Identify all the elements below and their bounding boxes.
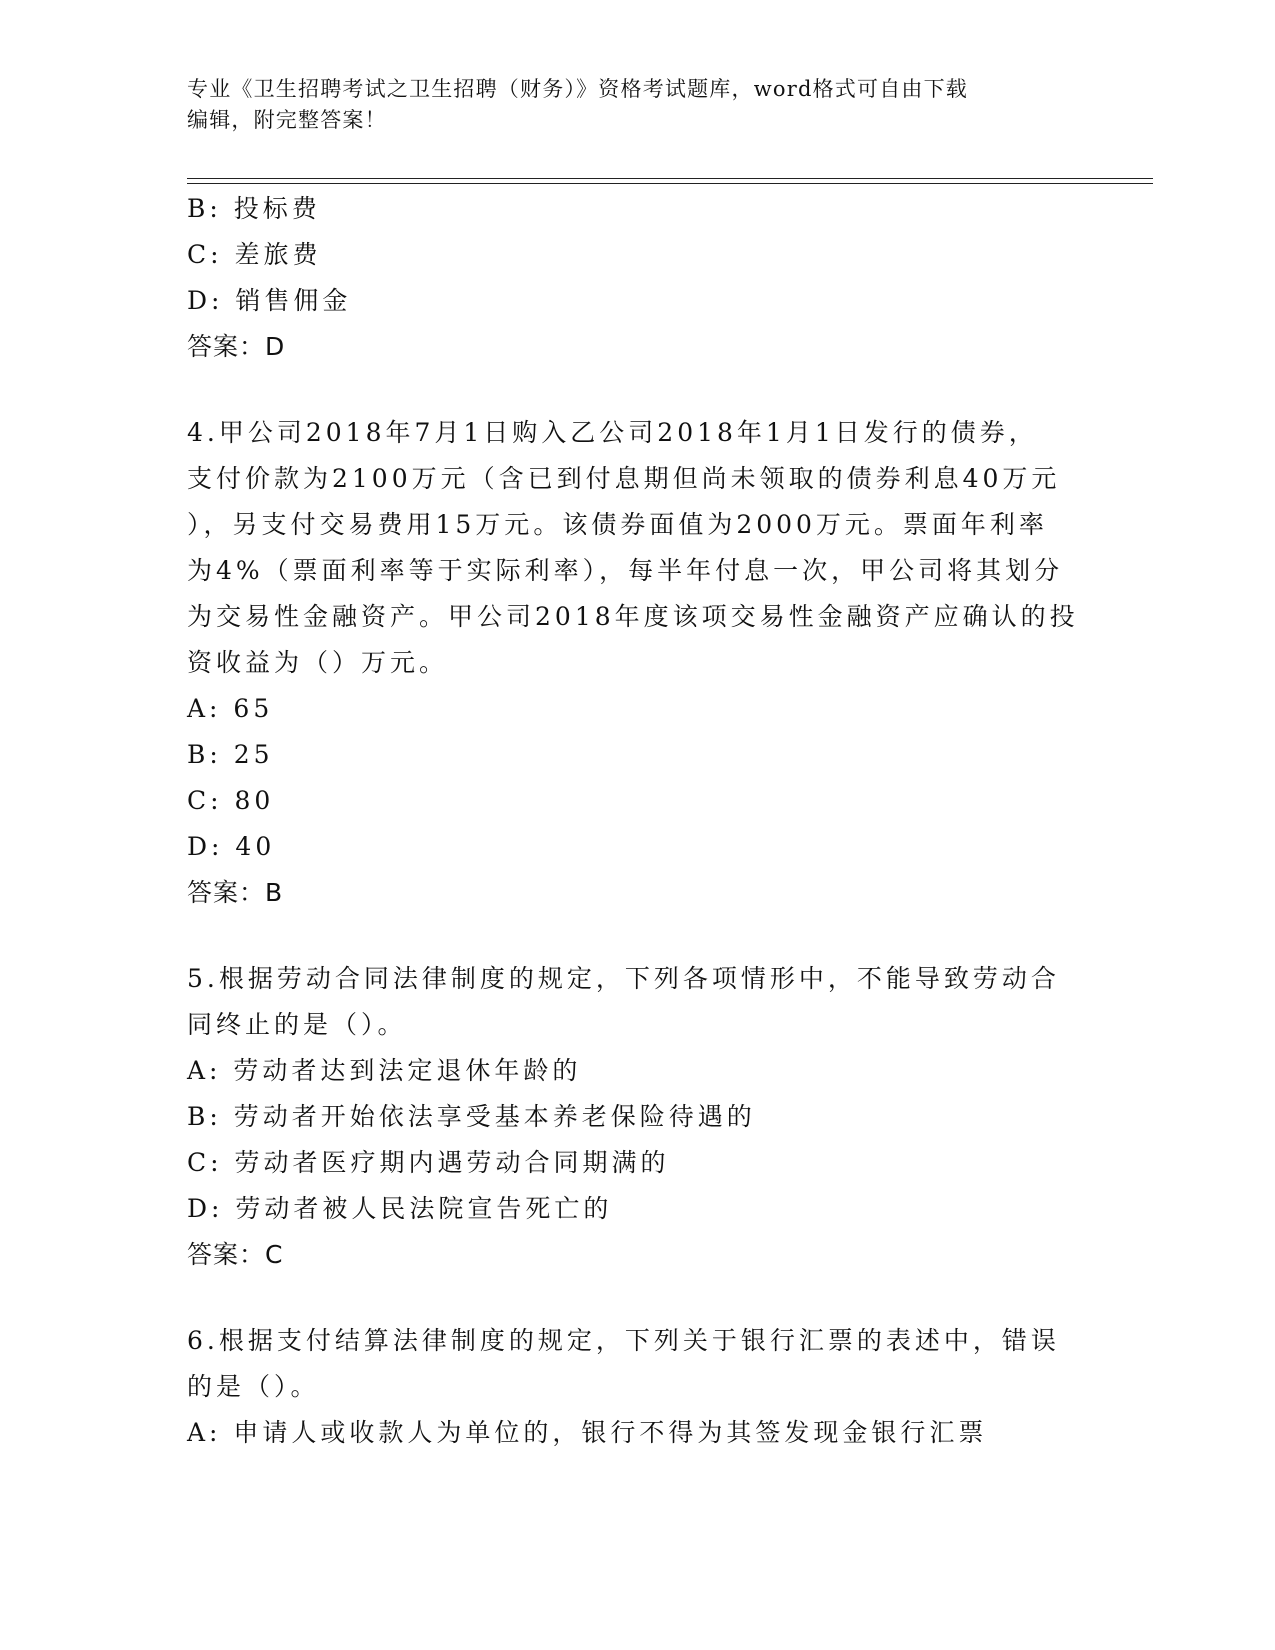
header-divider-bottom <box>187 183 1153 184</box>
answer: 答案：B <box>187 878 284 907</box>
option-a: A: 申请人或收款人为单位的，银行不得为其签发现金银行汇票 <box>187 1418 988 1447</box>
header-divider-top <box>187 178 1153 179</box>
option-b: B: 投标费 <box>187 194 321 223</box>
question-line: 为4%（票面利率等于实际利率），每半年付息一次，甲公司将其划分 <box>187 556 1064 585</box>
question-line: 5.根据劳动合同法律制度的规定，下列各项情形中，不能导致劳动合 <box>187 964 1060 993</box>
question-line: ），另支付交易费用15万元。该债券面值为2000万元。票面年利率 <box>187 510 1048 539</box>
answer: 答案：C <box>187 1240 284 1269</box>
page-header <box>187 74 1067 136</box>
question-content <box>187 186 1077 1456</box>
question-line: 资收益为（）万元。 <box>187 648 449 677</box>
header-line-1: 专业《卫生招聘考试之卫生招聘（财务）》资格考试题库，word格式可自由下载 <box>187 77 968 101</box>
question-line: 为交易性金融资产。甲公司2018年度该项交易性金融资产应确认的投 <box>187 602 1079 631</box>
question-line: 4.甲公司2018年7月1日购入乙公司2018年1月1日发行的债券， <box>187 418 1038 447</box>
option-b: B: 劳动者开始依法享受基本养老保险待遇的 <box>187 1102 756 1131</box>
question-line: 同终止的是（）。 <box>187 1010 407 1039</box>
option-a: A: 劳动者达到法定退休年龄的 <box>187 1056 582 1085</box>
answer: 答案：D <box>187 332 286 361</box>
question-3 <box>187 186 1077 370</box>
option-d: D: 40 <box>187 832 276 861</box>
question-text <box>187 956 1077 1048</box>
question-line: 的是（）。 <box>187 1372 320 1401</box>
option-c: C: 80 <box>187 786 275 815</box>
question-text <box>187 1318 1077 1410</box>
question-text <box>187 410 1077 686</box>
option-c: C: 差旅费 <box>187 240 322 269</box>
option-a: A: 65 <box>187 694 274 723</box>
question-4 <box>187 410 1077 916</box>
question-5 <box>187 956 1077 1278</box>
question-line: 支付价款为2100万元（含已到付息期但尚未领取的债券利息40万元 <box>187 464 1061 493</box>
option-d: D: 销售佣金 <box>187 286 352 315</box>
header-line-2: 编辑，附完整答案！ <box>187 108 387 132</box>
option-d: D: 劳动者被人民法院宣告死亡的 <box>187 1194 613 1223</box>
option-c: C: 劳动者医疗期内遇劳动合同期满的 <box>187 1148 670 1177</box>
question-6 <box>187 1318 1077 1456</box>
question-line: 6.根据支付结算法律制度的规定，下列关于银行汇票的表述中，错误 <box>187 1326 1060 1355</box>
option-b: B: 25 <box>187 740 274 769</box>
